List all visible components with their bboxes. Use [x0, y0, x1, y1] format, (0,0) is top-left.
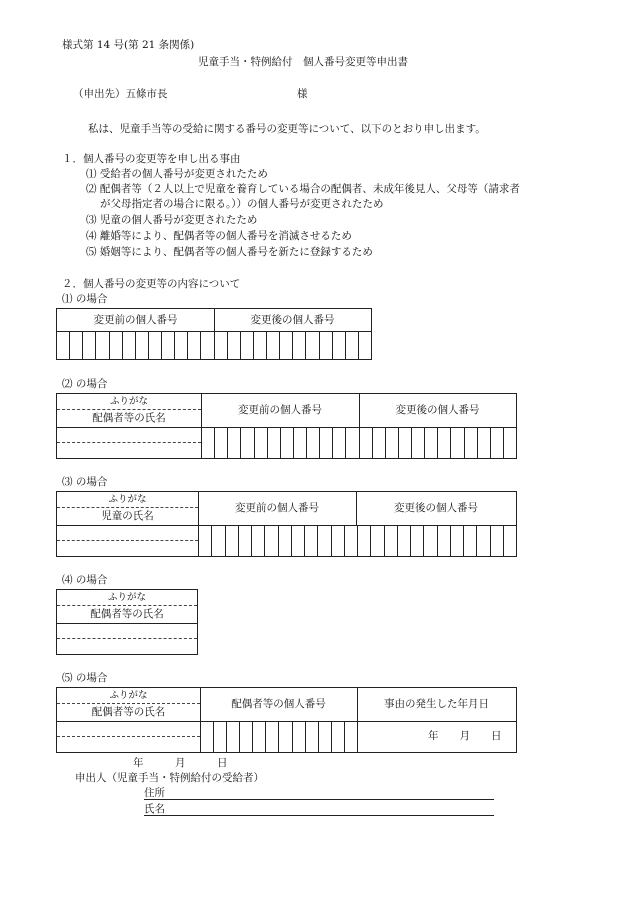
submission-date[interactable]: 年 月 日	[133, 757, 228, 769]
reason-item-4: ⑷ 離婚等により、配偶者等の個人番号を消滅させるため	[86, 230, 352, 242]
case3-number-cells[interactable]	[199, 526, 516, 556]
case3-table	[56, 491, 517, 557]
case5-name-label: 配偶者等の氏名	[91, 706, 166, 718]
case5-label: ⑸ の場合	[62, 672, 108, 684]
case2-furigana: ふりがな	[109, 396, 148, 407]
case3-name-label: 児童の氏名	[101, 510, 154, 522]
reason-item-5: ⑸ 婚姻等により、配偶者等の個人番号を新たに登録するため	[86, 246, 373, 258]
case4-furigana: ふりがな	[107, 592, 146, 603]
case5-col-number: 配偶者等の個人番号	[231, 698, 326, 710]
case4-table	[56, 589, 198, 655]
case2-table	[56, 393, 517, 459]
case2-name-label: 配偶者等の氏名	[92, 412, 166, 424]
honorific: 様	[297, 88, 308, 100]
applicant-heading: 申出人（児童手当・特例給付の受給者）	[75, 772, 264, 784]
case5-date-value[interactable]: 年 月 日	[428, 730, 502, 742]
case4-label: ⑷ の場合	[62, 574, 108, 586]
case5-table	[56, 687, 517, 753]
case5-col-date: 事由の発生した年月日	[384, 698, 489, 710]
section1-heading: １．個人番号の変更等を申し出る事由	[62, 153, 241, 165]
name-label: 氏名	[144, 803, 165, 815]
case3-col-after: 変更後の個人番号	[394, 502, 478, 514]
reason-item-1: ⑴ 受給者の個人番号が変更されたため	[86, 168, 268, 180]
case3-label: ⑶ の場合	[62, 476, 108, 488]
case3-furigana: ふりがな	[108, 494, 147, 505]
address-label: 住所	[144, 787, 165, 799]
case5-number-cells[interactable]	[201, 722, 357, 752]
form-number: 様式第 14 号(第 21 条関係)	[62, 39, 195, 51]
case1-label: ⑴ の場合	[62, 293, 108, 305]
reason-item-3: ⑶ 児童の個人番号が変更されたため	[86, 214, 258, 226]
reason-item-2: ⑵ 配偶者等（２人以上で児童を養育している場合の配偶者、未成年後見人、父母等（請求者	[86, 183, 520, 195]
name-line[interactable]	[144, 815, 494, 816]
case1-col-before: 変更前の個人番号	[93, 314, 178, 326]
case2-label: ⑵ の場合	[62, 378, 108, 390]
reason-item-2-cont: が父母指定者の場合に限る。））の個人番号が変更されたため	[100, 198, 384, 210]
section2-heading: ２．個人番号の変更等の内容について	[62, 278, 241, 290]
document-title: 児童手当・特例給付 個人番号変更等申出書	[198, 56, 408, 68]
case3-col-before: 変更前の個人番号	[235, 502, 319, 514]
case2-col-before: 変更前の個人番号	[238, 404, 322, 416]
case1-number-cells[interactable]	[57, 332, 371, 359]
case2-number-cells[interactable]	[202, 428, 516, 458]
case2-col-after: 変更後の個人番号	[395, 404, 480, 416]
address-line[interactable]	[144, 799, 494, 800]
case1-col-after: 変更後の個人番号	[250, 314, 335, 326]
addressee: （申出先）五條市長	[73, 88, 168, 100]
case5-furigana: ふりがな	[109, 690, 148, 701]
case1-table	[56, 308, 372, 360]
case4-name-label: 配偶者等の氏名	[90, 608, 164, 620]
intro-text: 私は、児童手当等の受給に関する番号の変更等について、以下のとおり申し出ます。	[88, 123, 486, 135]
